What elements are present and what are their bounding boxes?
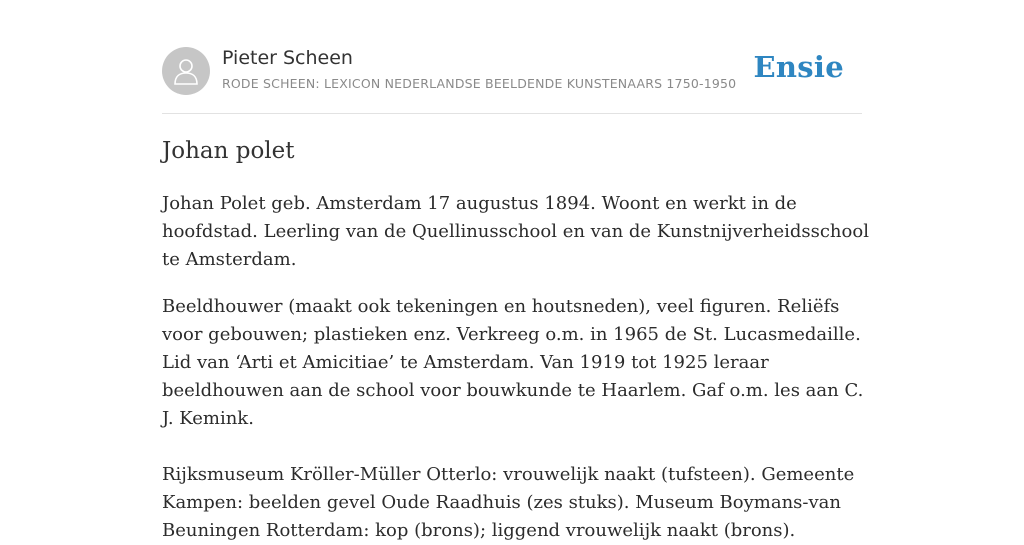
avatar[interactable]: [162, 47, 210, 95]
paragraph: Beeldhouwer (maakt ook tekeningen en houtsneden), veel figuren. Reliëfs voor gebouwen; plastieken enz. Verkreeg o.m. in 1965 de St. Lucasmedaille. Lid van ‘Arti et Amicitiae’ te Amsterdam. Van 1919 tot 1925 leraar beeldhouwen aan de school voor bouwkunde te Haarlem. Gaf o.m. les aan C. J. Kemink.: [162, 296, 864, 429]
ensie-logo[interactable]: Ensie: [753, 50, 844, 84]
author-name[interactable]: Pieter Scheen: [222, 47, 353, 69]
user-icon: [173, 57, 199, 85]
page-title: Johan polet: [162, 138, 295, 164]
article-body: [162, 190, 872, 545]
paragraph: Johan Polet geb. Amsterdam 17 augustus 1894. Woont en werkt in de hoofdstad. Leerling van de Quellinusschool en van de Kunstnijverheidsschool te Amsterdam.: [162, 193, 869, 270]
paragraph: Rijksmuseum Kröller-Müller Otterlo: vrouwelijk naakt (tufsteen). Gemeente Kampen: beelden gevel Oude Raadhuis (zes stuks). Museum Boymans-van Beuningen Rotterdam: kop (brons); liggend vrouwelijk naakt (brons).: [162, 464, 855, 541]
source-title[interactable]: RODE SCHEEN: LEXICON NEDERLANDSE BEELDENDE KUNSTENAARS 1750-1950: [222, 76, 737, 91]
divider: [162, 113, 862, 114]
article-page: [162, 46, 869, 541]
header: [162, 46, 862, 96]
